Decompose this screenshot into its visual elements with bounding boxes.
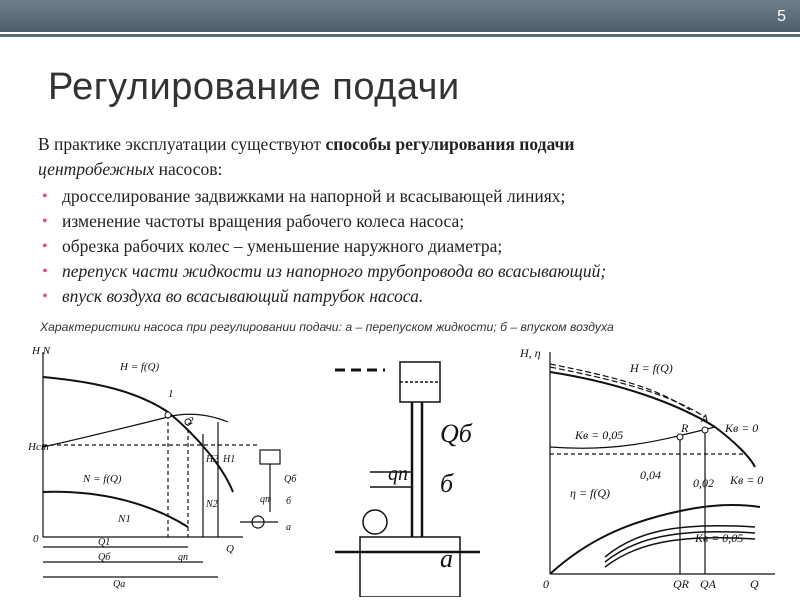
qb-side-label: Qб (284, 474, 297, 485)
intro-paragraph (38, 132, 768, 182)
a-label: a (440, 544, 453, 573)
h-st-label: Hст (28, 441, 49, 453)
kb-0-label: Kв = 0 (725, 421, 759, 435)
intro-text: В практике эксплуатации существуют (38, 134, 326, 154)
kb-005-label: Kв = 0,05 (575, 428, 624, 442)
axis-y-label: H, η (520, 346, 541, 360)
origin-label: 0 (33, 533, 39, 545)
h2-label: H2 (206, 454, 219, 465)
q1-label: Q1 (98, 537, 111, 548)
a-side-label: a (286, 522, 291, 533)
qr-label: QR (673, 577, 689, 591)
diagram-left (28, 342, 312, 597)
n2-label: N2 (206, 499, 218, 510)
q-axis-label: Q (750, 577, 759, 591)
curve-n-label: N = f(Q) (83, 473, 122, 485)
divider (0, 34, 800, 37)
curve-h-label: H = f(Q) (120, 361, 160, 373)
qb-label: Qб (440, 419, 472, 448)
curve-h-label: H = f(Q) (630, 361, 673, 375)
list-item: • впуск воздуха во всасывающий патрубок насоса. (38, 284, 768, 309)
point-a: A (701, 411, 709, 425)
qa-label: QA (700, 577, 716, 591)
qb-label: Qб (98, 552, 111, 563)
qp-label: qп (178, 552, 188, 563)
h1-label: H1 (223, 454, 236, 465)
list-item: • перепуск части жидкости из напорного трубопровода во всасывающий; (38, 259, 768, 284)
slide-body (38, 132, 768, 309)
n1-label: N1 (118, 513, 131, 525)
list-item: • дросселирование задвижками на напорной и всасывающей линиях; (38, 184, 768, 209)
kb-005b-label: Kв = 0,05 (695, 531, 744, 545)
intro-bold: способы регулирования подачи (325, 134, 575, 154)
b-side-label: б (286, 496, 292, 507)
list-item: • изменение частоты вращения рабочего колеса насоса; (38, 209, 768, 234)
eta-label: η = f(Q) (570, 486, 611, 500)
diagram-middle (330, 352, 490, 597)
intro-text-end: насосов: (154, 159, 223, 179)
bullet-list (38, 184, 768, 309)
figure-caption: Характеристики насоса при регулировании подачи: а – перепуском жидкости; б – впуском воздуха (40, 320, 614, 334)
slide-title: Регулирование подачи (48, 66, 460, 108)
point-r: R (681, 421, 689, 435)
origin-label: 0 (543, 577, 549, 591)
point-2: 2 (188, 415, 194, 427)
list-item: • обрезка рабочих колес – уменьшение наружного диаметра; (38, 234, 768, 259)
b-label: б (440, 469, 454, 498)
diagram-right (515, 342, 795, 597)
axis-y-label: H N (32, 345, 51, 357)
value-004: 0,04 (640, 468, 661, 482)
qp-label: qп (388, 463, 408, 485)
qa-label: Qа (113, 579, 126, 590)
q-axis-label: Q (226, 543, 234, 555)
value-002: 0,02 (693, 476, 714, 490)
slide-number: 5 (777, 8, 786, 25)
point-1: 1 (168, 388, 174, 400)
qp-side-label: qп (260, 494, 270, 505)
kb-0b-label: Kв = 0 (730, 473, 764, 487)
title-bar (0, 0, 800, 32)
intro-italic: центробежных (38, 159, 155, 179)
